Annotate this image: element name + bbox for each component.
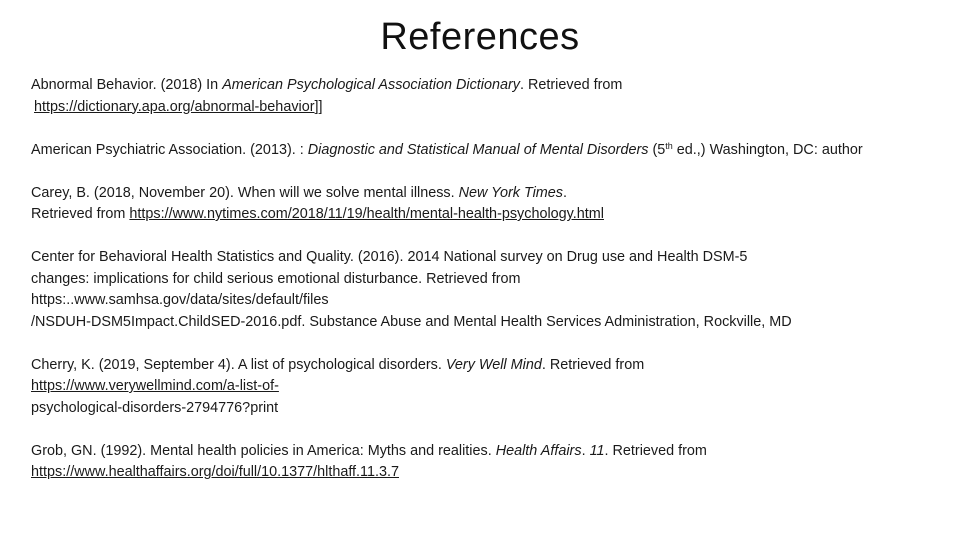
reference-text: (5 xyxy=(648,141,666,158)
reference-text: Abnormal Behavior. (2018) In xyxy=(31,77,223,93)
reference-source-title: Very Well Mind xyxy=(445,356,542,373)
slide-title: References xyxy=(380,16,580,58)
reference-text: Carey, B. (2018, November 20). When will we solve mental illness. xyxy=(31,184,459,201)
reference-text: /NSDUH-DSM5Impact.ChildSED-2016.pdf. Substance Abuse and Mental Health Services Administration, Rockville, MD xyxy=(31,313,792,330)
reference-text: ed.,) Washington, DC: author xyxy=(672,141,863,158)
reference-text: American Psychiatric Association. (2013). : xyxy=(31,141,308,158)
reference-text: Center for Behavioral Health Statistics and Quality. (2016). 2014 National survey on Drug use and Health DSM-5 xyxy=(31,249,748,265)
superscript: th xyxy=(665,140,673,151)
reference-source-title: Diagnostic and Statistical Manual of Mental Disorders xyxy=(307,141,649,158)
reference-volume: 11 xyxy=(589,442,605,459)
reference-text: . Retrieved from xyxy=(604,442,707,459)
reference-source-title: American Psychological Association Dictionary xyxy=(222,77,520,93)
reference-item xyxy=(31,247,941,333)
reference-source-title: Health Affairs xyxy=(495,442,582,459)
reference-text: Retrieved from xyxy=(31,206,130,222)
reference-text: . xyxy=(581,442,590,459)
reference-text: changes: implications for child serious emotional disturbance. Retrieved from xyxy=(31,270,521,287)
reference-item xyxy=(31,140,941,162)
reference-link[interactable]: https://www.nytimes.com/2018/11/19/health/mental-health-psychology.html xyxy=(129,206,604,222)
reference-text: https:..www.samhsa.gov/data/sites/default/files xyxy=(31,292,329,308)
reference-text: psychological-disorders-2794776?print xyxy=(31,399,279,416)
reference-text: Grob, GN. (1992). Mental health policies in America: Myths and realities. xyxy=(31,442,496,459)
reference-item xyxy=(31,355,941,420)
reference-link[interactable]: https://dictionary.apa.org/abnormal-behavior xyxy=(34,98,315,115)
reference-text: . xyxy=(563,184,567,201)
reference-text: . Retrieved from xyxy=(541,356,645,373)
reference-list xyxy=(31,75,941,484)
reference-link[interactable]: https://www.verywellmind.com/a-list-of- xyxy=(31,378,279,394)
reference-text: Cherry, K. (2019, September 4). A list of psychological disorders. xyxy=(31,356,446,373)
reference-text: . Retrieved from xyxy=(520,77,623,93)
reference-link[interactable]: https://www.healthaffairs.org/doi/full/10.1377/hlthaff.11.3.7 xyxy=(31,464,399,480)
reference-item xyxy=(31,441,941,484)
reference-source-title: New York Times xyxy=(458,184,563,201)
reference-text: ]] xyxy=(314,98,323,115)
reference-item xyxy=(31,183,941,226)
reference-item xyxy=(31,75,941,118)
